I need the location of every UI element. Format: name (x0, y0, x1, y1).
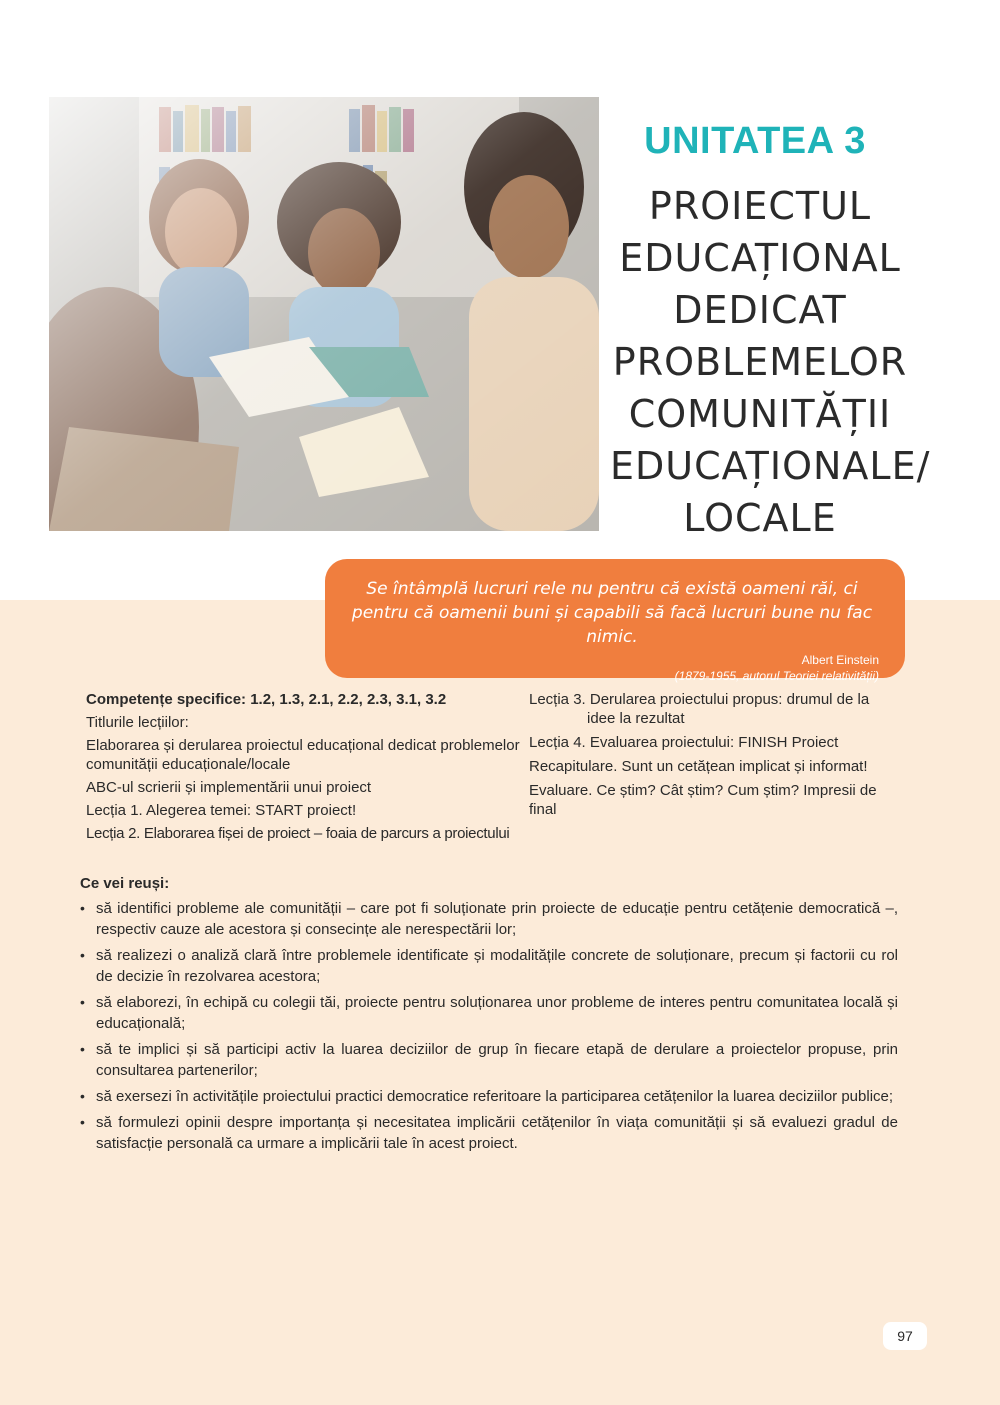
goal-text: să identifici probleme ale comunității – care pot fi soluționate prin proiecte de educație pentru cetățenie democratică –, respectiv cauze ale acestora și consecințe ale nerespectării lor; (96, 900, 898, 938)
goal-item (80, 1086, 898, 1107)
lesson-title: Evaluare. Ce știm? Cât știm? Cum știm? Impresii de final (529, 782, 877, 818)
unit-title-line: EDUCAȚIONALE/ (610, 444, 931, 488)
lessons-left-column (86, 690, 536, 847)
lesson-title: Lecția 2. Elaborarea fișei de proiect – foaia de parcurs a proiectului (86, 825, 510, 842)
competences-line: Competențe specifice: 1.2, 1.3, 2.1, 2.2, 2.3, 3.1, 3.2 (86, 691, 447, 708)
lesson-3-line-2: idee la rezultat (587, 710, 685, 727)
unit-title-line: LOCALE (683, 496, 837, 540)
page-number: 97 (883, 1322, 927, 1350)
lesson-title: Lecția 1. Alegerea temei: START proiect! (86, 802, 357, 819)
goal-item (80, 992, 898, 1034)
bullet-icon: • (80, 1114, 85, 1130)
unit-title-line: DEDICAT (673, 288, 847, 332)
goal-text: să te implici și să participi activ la luarea deciziilor de grup în fiecare etapă de derulare a proiectelor propuse, prin consultarea partenerilor; (96, 1041, 898, 1079)
unit-label: UNITATEA 3 (644, 120, 866, 162)
bullet-icon: • (80, 994, 85, 1010)
lesson-title: Elaborarea și derularea proiectul educațional dedicat problemelor comunității educaționale/locale (86, 737, 520, 773)
lessons-right-column (529, 690, 899, 824)
quote-author-note: (1879-1955, autorul Teoriei relativității) (674, 669, 879, 683)
goal-text: să elaborezi, în echipă cu colegii tăi, proiecte pentru soluționarea unor probleme de interes pentru comunitatea locală și educațională; (96, 994, 898, 1032)
bullet-icon: • (80, 1041, 85, 1057)
lesson-title: Recapitulare. Sunt un cetățean implicat și informat! (529, 758, 868, 775)
bullet-icon: • (80, 947, 85, 963)
goals-title: Ce vei reuși: (80, 875, 170, 892)
lesson-title (529, 690, 899, 728)
unit-title-line: PROBLEMELOR (612, 340, 908, 384)
goal-item (80, 898, 898, 940)
goal-item (80, 945, 898, 987)
lesson-title: Lecția 4. Evaluarea proiectului: FINISH Proiect (529, 734, 839, 751)
lesson-3-line-1: Lecția 3. Derularea proiectului propus: drumul de la (529, 691, 870, 708)
unit-title-line: EDUCAȚIONAL (619, 236, 901, 280)
photo-children-reading (49, 97, 599, 531)
unit-title (610, 180, 931, 544)
lesson-titles-label: Titlurile lecțiilor: (86, 714, 189, 731)
goal-text: să exersezi în activitățile proiectului practici democratice referitoare la participarea cetățenilor la luarea deciziilor publice; (96, 1088, 894, 1105)
quote-text: Se întâmplă lucruri rele nu pentru că există oameni răi, ci pentru că oamenii buni și capabili să facă lucruri bune nu fac nimic. (351, 579, 873, 647)
quote-author: Albert Einstein (801, 653, 879, 667)
bullet-icon: • (80, 1088, 85, 1104)
goal-item (80, 1112, 898, 1154)
quote-box (325, 559, 905, 683)
goals-list (80, 898, 898, 1159)
goal-text: să formulezi opinii despre importanța și necesitatea implicării cetățenilor în viața comunității și să evaluezi gradul de satisfacție personală ca urmare a implicării tale în acest proiect. (96, 1114, 898, 1152)
lesson-title: ABC-ul scrierii și implementării unui proiect (86, 779, 372, 796)
bullet-icon: • (80, 900, 85, 916)
unit-title-line: PROIECTUL (648, 184, 872, 228)
goal-text: să realizezi o analiză clară între problemele identificate și modalitățile concrete de soluționare, precum și factorii cu rol de decizie în rezolvarea acestora; (96, 947, 898, 985)
unit-title-line: COMUNITĂȚII (628, 392, 892, 436)
goal-item (80, 1039, 898, 1081)
